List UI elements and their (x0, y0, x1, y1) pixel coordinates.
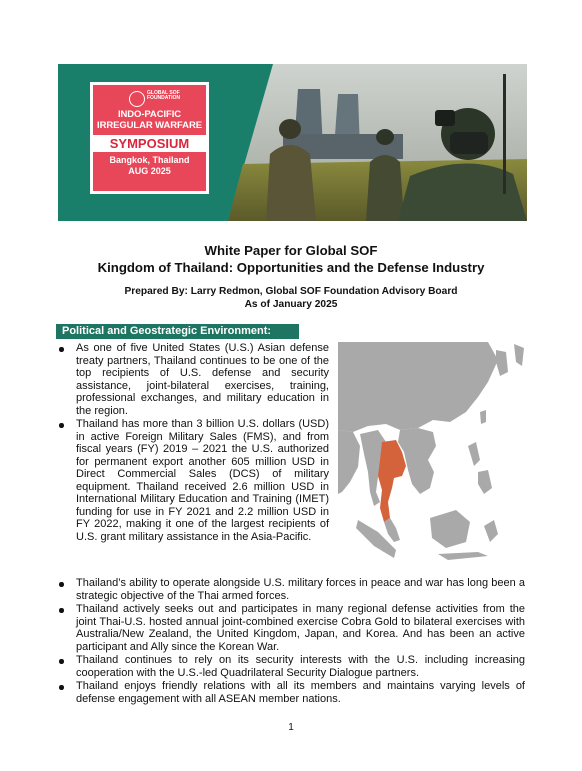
event-location: Bangkok, Thailand (109, 155, 190, 165)
byline (0, 286, 582, 311)
list-item: Thailand enjoys friendly relations with all its members and maintains varying levels of defense engagement with all ASEAN member nations. (58, 680, 525, 705)
list-item: As one of five United States (U.S.) Asian defense treaty partners, Thailand continues to be one of the top recipients of U.S. defense and security assistance, joint-bilateral exercises, training, professional exchanges, and military education in the region. (58, 342, 329, 417)
bullet-list-narrow (58, 342, 329, 544)
event-date: AUG 2025 (128, 166, 171, 176)
list-item: Thailand has more than 3 billion U.S. dollars (USD) in active Foreign Military Sales (FMS), and from fiscal years (FY) 2019 – 2021 the U.S. authorized for permanent export another 605 million USD in Direct Commercial Sales (DCS) of military equipment. Thailand received 2.6 million USD in International Military Education and Training (IMET) funding for use in FY 2021 and 2.2 million USD in FY 2022, making it one of the largest recipients of U.S. grant military assistance in the Asia-Pacific. (58, 418, 329, 543)
event-line-2: IRREGULAR WARFARE (97, 120, 202, 131)
as-of-date: As of January 2025 (244, 298, 338, 310)
foundation-logo (93, 89, 206, 109)
title-line-2: Kingdom of Thailand: Opportunities and the Defense Industry (97, 260, 485, 275)
event-name: SYMPOSIUM (93, 135, 206, 152)
list-item: Thailand actively seeks out and participates in many regional defense activities from the joint Thai-U.S. hosted annual joint-combined exercise Cobra Gold to bilateral exercises with Australia/New Zealand, the United Kingdom, Japan, and Korea. And has been an active participant and Ally since the Korean War. (58, 603, 525, 653)
logo-text: GLOBAL SOF FOUNDATION (147, 90, 180, 101)
prepared-by: Prepared By: Larry Redmon, Global SOF Foundation Advisory Board (124, 286, 458, 297)
event-line-1: INDO-PACIFIC (117, 109, 181, 120)
section-heading: Political and Geostrategic Environment: (56, 324, 299, 339)
event-banner (58, 64, 527, 221)
page-number: 1 (288, 722, 294, 733)
document-title (0, 242, 582, 276)
bullet-list-wide (58, 577, 525, 706)
list-item: Thailand’s ability to operate alongside U.S. military forces in peace and war has long been a strategic objective of the Thai armed forces. (58, 577, 525, 602)
symposium-badge (90, 82, 209, 194)
thailand-region-map (338, 342, 529, 561)
globe-icon (129, 91, 145, 107)
list-item: Thailand continues to rely on its security interests with the U.S. including increasing cooperation with the U.S.-led Quadrilateral Security Dialogue partners. (58, 654, 525, 679)
title-line-1: White Paper for Global SOF (204, 243, 378, 258)
